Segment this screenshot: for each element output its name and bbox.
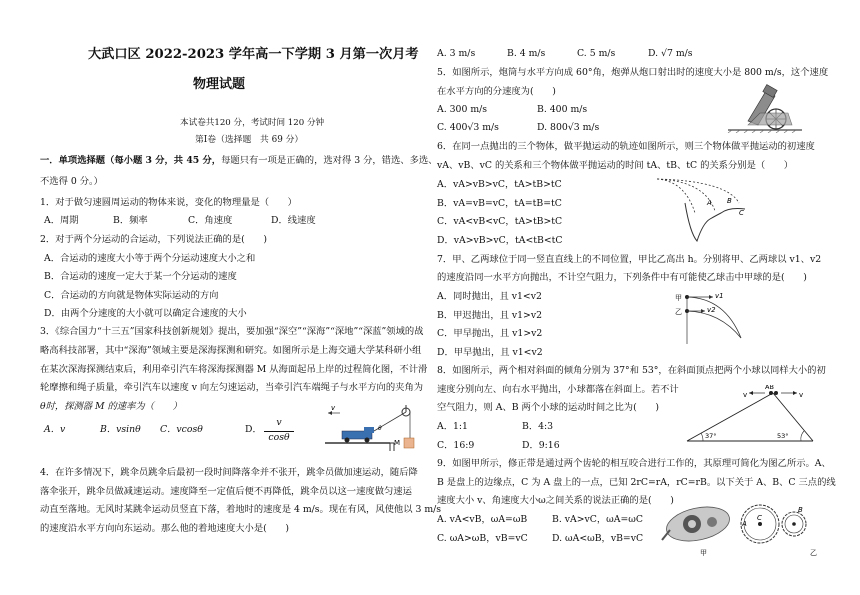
q7-figure bbox=[675, 290, 775, 346]
q3-line1: 3．《综合国力“十三五”国家科技创新规划》提出，要加强“深空”“深海”“深地”“深蓝”领域的战 bbox=[40, 326, 424, 337]
q1-option-c: C．角速度 bbox=[188, 215, 233, 226]
projectile-label-c: C bbox=[739, 209, 744, 217]
q6-option-d: D．vA>vB>vC，tA<tB<tC bbox=[437, 235, 563, 246]
q3-line4: 轮摩擦和绳子质量，牵引汽车以速度 v 向左匀速运动，当牵引汽车端绳子与水平方向的夹角为 bbox=[40, 382, 424, 393]
q7-line2: 的速度沿同一水平方向抛出，不计空气阻力，下列条件中有可能使乙球击中甲球的是( ) bbox=[437, 272, 807, 283]
exam-info: 本试卷共120 分，考试时间 120 分钟 bbox=[180, 118, 325, 128]
q5-option-d: D. 800√3 m/s bbox=[537, 122, 600, 133]
q9-option-b: B. vA>vC，ωA=ωC bbox=[552, 514, 643, 525]
q8-option-d: D．9:16 bbox=[522, 440, 560, 451]
q2-option-c: C．合运动的方向就是物体实际运动的方向 bbox=[44, 290, 219, 301]
section-heading-rest: 每题只有一项是正确的，选对得 3 分，错选、多选、 bbox=[221, 155, 438, 166]
exam-subtitle: 物理试题 bbox=[193, 77, 246, 92]
q6-line1: 6．在同一点抛出的三个物体，做平抛运动的轨迹如图所示，则三个物体做平抛运动的初速度 bbox=[437, 141, 815, 152]
q9-line2: B 是盘上的边缘点，C 为 A 盘上的一点，已知 2rC=rA，rC=rB。以下关于 A、B、C 三点的线 bbox=[437, 477, 836, 488]
q4-option-c: C. 5 m/s bbox=[577, 48, 616, 59]
q3-figure bbox=[320, 403, 420, 453]
section-heading-bold: 一．单项选择题（每小题 3 分，共 45 分， bbox=[40, 155, 222, 166]
q6-option-b: B．vA=vB=vC，tA=tB=tC bbox=[437, 198, 562, 209]
q9-line3: 速度大小 v、角速度大小ω之间关系的说法正确的是( ) bbox=[437, 495, 674, 506]
q3-fraction-denominator: cosθ bbox=[268, 431, 290, 443]
q1-option-d: D．线速度 bbox=[271, 215, 316, 226]
q6-option-c: C．vA<vB<vC，tA>tB>tC bbox=[437, 216, 563, 227]
q3-fraction bbox=[264, 417, 294, 444]
gear-caption-jia: 甲 bbox=[700, 549, 707, 557]
q3-line5: θ时，探测器 M 的速率为（ ） bbox=[40, 401, 182, 412]
q8-option-b: B．4:3 bbox=[522, 421, 554, 432]
q8-option-a: A．1:1 bbox=[437, 421, 468, 432]
gear-label-b: B bbox=[798, 506, 803, 514]
q5-option-b: B. 400 m/s bbox=[537, 104, 588, 115]
q2-stem: 2．对于两个分运动的合运动，下列说法正确的是( ) bbox=[40, 234, 267, 245]
section-heading-line2: 不选得 0 分。） bbox=[40, 176, 103, 187]
q2-option-b: B．合运动的速度一定大于某一个分运动的速度 bbox=[44, 271, 237, 282]
slope-label-v-right: v bbox=[799, 391, 804, 399]
q4-line2: 落伞张开，跳伞员做减速运动。速度降至一定值后便不再降低，跳伞员以这一速度做匀速运 bbox=[40, 486, 412, 497]
q7-label-v2: v2 bbox=[707, 306, 716, 314]
exam-title: 大武口区 2022-2023 学年高一下学期 3 月第一次月考 bbox=[88, 47, 419, 62]
q4-option-d: D. √7 m/s bbox=[648, 48, 693, 59]
q9-option-a: A. vA<vB，ωA=ωB bbox=[437, 514, 528, 525]
q3-option-a: A．v bbox=[44, 424, 66, 435]
q7-label-jia: 甲 bbox=[675, 294, 682, 302]
slope-label-53: 53° bbox=[777, 432, 789, 440]
q3-option-c: C．vcosθ bbox=[160, 424, 203, 435]
q5-line1: 5．如图所示，炮筒与水平方向成 60°角，炮弹从炮口射出时的速度大小是 800 m/s，这个速度 bbox=[437, 67, 829, 78]
q4-line1: 4．在许多情况下，跳伞员跳伞后最初一段时间降落伞并不张开，跳伞员做加速运动，随后降 bbox=[40, 467, 418, 478]
gear-b bbox=[782, 512, 806, 536]
slope-label-ab: AB bbox=[765, 385, 774, 391]
q1-stem: 1．对于做匀速圆周运动的物体来说，变化的物理量是（ ） bbox=[40, 197, 297, 208]
q8-option-c: C．16:9 bbox=[437, 440, 475, 451]
q4-option-b: B. 4 m/s bbox=[507, 48, 546, 59]
q9-line1: 9．如图甲所示，修正带是通过两个齿轮的相互咬合进行工作的，其原理可简化为图乙所示。A、 bbox=[437, 458, 831, 469]
q7-option-a: A．同时抛出，且 v1<v2 bbox=[437, 291, 542, 302]
slope-label-v-left: v bbox=[743, 391, 748, 399]
q9-option-d: D. ωA<ωB，vB=vC bbox=[552, 533, 644, 544]
volume-heading: 第Ⅰ卷（选择题 共 69 分） bbox=[195, 135, 304, 145]
q8-line3: 空气阻力，则 A、B 两个小球的运动时间之比为( ) bbox=[437, 402, 659, 413]
q6-option-a: A．vA>vB>vC，tA>tB>tC bbox=[437, 179, 562, 190]
q1-option-b: B．频率 bbox=[113, 215, 148, 226]
gear-label-c: C bbox=[757, 514, 762, 522]
gear-caption-yi: 乙 bbox=[810, 549, 817, 557]
q7-option-d: D．甲早抛出，且 v1<v2 bbox=[437, 347, 543, 358]
q9-option-c: C. ωA>ωB，vB=vC bbox=[437, 533, 528, 544]
q3-line3: 在某次深海探测结束后，利用牵引汽车将深海探测器 M 从海面起吊上岸的过程简化图，不计滑 bbox=[40, 364, 428, 375]
q7-line1: 7．甲、乙两球位于同一竖直直线上的不同位置，甲比乙高出 h。分别将甲、乙两球以 v1、v2 bbox=[437, 254, 822, 265]
q2-option-d: D．由两个分速度的大小就可以确定合速度的大小 bbox=[44, 308, 247, 319]
q5-option-c: C. 400√3 m/s bbox=[437, 122, 499, 133]
q8-line1: 8．如图所示，两个相对斜面的倾角分别为 37°和 53°，在斜面顶点把两个小球以同样大小的初 bbox=[437, 365, 826, 376]
q7-option-c: C．甲早抛出，且 v1>v2 bbox=[437, 328, 543, 339]
slope-label-37: 37° bbox=[705, 432, 717, 440]
q4-line3: 动直至落地。无风时某跳伞运动员竖直下落，着地时的速度是 4 m/s。现在有风，风使他以 3 m/s bbox=[40, 504, 442, 515]
q1-option-a: A．周期 bbox=[44, 215, 79, 226]
gear-label-a: A bbox=[742, 520, 747, 528]
projectile-figure bbox=[655, 173, 755, 248]
q5-line2: 在水平方向的分速度为( ) bbox=[437, 86, 556, 97]
q6-line2: vA、vB、vC 的关系和三个物体做平抛运动的时间 tA、tB、tC 的关系分别是（ ） bbox=[437, 160, 794, 171]
q3-figure-theta-label: θ bbox=[378, 425, 382, 432]
q2-option-a: A．合运动的速度大小等于两个分运动速度大小之和 bbox=[44, 253, 256, 264]
q3-option-b: B．vsinθ bbox=[100, 424, 141, 435]
q5-option-a: A. 300 m/s bbox=[437, 104, 488, 115]
gear-figure bbox=[660, 498, 830, 558]
cannon-figure bbox=[726, 83, 804, 133]
q7-option-b: B．甲迟抛出，且 v1>v2 bbox=[437, 310, 542, 321]
q3-fraction-numerator: v bbox=[264, 417, 294, 432]
q3-figure-v-label: v bbox=[331, 404, 336, 412]
q8-line2: 速度分别向左、向右水平抛出，小球都落在斜面上。若不计 bbox=[437, 384, 679, 395]
q3-line2: 略高科技部署，其中“深海”领域主要是深海探测和研究。如图所示是上海交通大学某科研小组 bbox=[40, 345, 422, 356]
q3-figure-m-label: M bbox=[394, 439, 401, 447]
q4-option-a: A. 3 m/s bbox=[437, 48, 476, 59]
projectile-label-b: B bbox=[727, 197, 732, 205]
q4-line4: 的速度沿水平方向向东运动。那么他的着地速度大小是( ) bbox=[40, 523, 289, 534]
q7-label-yi: 乙 bbox=[675, 308, 682, 316]
q3-option-d: D． bbox=[245, 424, 262, 435]
q7-label-v1: v1 bbox=[715, 292, 724, 300]
projectile-label-a: A bbox=[707, 199, 712, 207]
slope-figure bbox=[685, 385, 817, 445]
section-heading bbox=[40, 155, 437, 168]
